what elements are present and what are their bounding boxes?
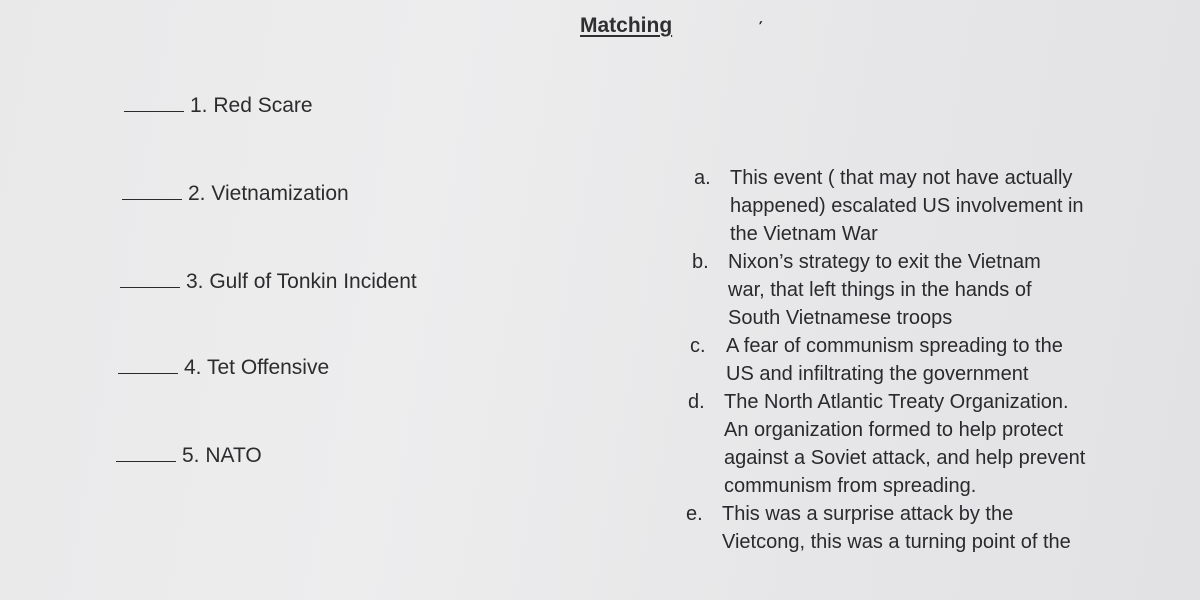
answer-line: against a Soviet attack, and help prevent <box>724 447 1086 469</box>
answer-blank[interactable] <box>124 110 184 112</box>
question-label: 3. Gulf of Tonkin Incident <box>186 270 417 293</box>
question-item <box>120 270 417 294</box>
answer-line: war, that left things in the hands of <box>728 279 1032 301</box>
answer-blank[interactable] <box>120 286 180 288</box>
answer-line: A fear of communism spreading to the <box>726 335 1063 357</box>
page-title: Matching <box>580 14 673 37</box>
answer-text <box>724 388 1158 500</box>
answer-item <box>686 500 1158 556</box>
answer-letter: c. <box>690 335 706 357</box>
answer-line: This was a surprise attack by the <box>722 503 1014 525</box>
answer-blank[interactable] <box>118 372 178 374</box>
answer-line: South Vietnamese troops <box>728 307 953 329</box>
answer-text <box>726 332 1158 388</box>
question-item <box>122 182 349 206</box>
answer-item <box>694 164 1158 248</box>
answer-line: happened) escalated US involvement in <box>730 195 1084 217</box>
answer-text <box>722 500 1158 556</box>
answer-letter: d. <box>688 391 705 413</box>
question-label: 4. Tet Offensive <box>184 356 330 379</box>
answer-text <box>728 248 1158 332</box>
pencil-mark: ˊ <box>756 17 770 39</box>
answer-item <box>692 248 1158 332</box>
question-item <box>116 444 262 468</box>
answer-line: This event ( that may not have actually <box>730 167 1073 189</box>
question-label: 5. NATO <box>182 444 262 467</box>
answer-line: Nixon’s strategy to exit the Vietnam <box>728 251 1041 273</box>
answer-list <box>688 164 1158 556</box>
answer-letter: a. <box>694 167 711 189</box>
answer-line: communism from spreading. <box>724 475 977 497</box>
answer-letter: b. <box>692 251 709 273</box>
answer-item <box>688 388 1158 500</box>
question-label: 2. Vietnamization <box>188 182 349 205</box>
answer-text <box>730 164 1158 248</box>
question-label: 1. Red Scare <box>190 94 313 117</box>
question-item <box>118 356 329 380</box>
answer-blank[interactable] <box>122 198 182 200</box>
answer-line: An organization formed to help protect <box>724 419 1064 441</box>
answer-item <box>690 332 1158 388</box>
answer-line: the Vietnam War <box>730 223 878 245</box>
answer-letter: e. <box>686 503 703 525</box>
question-item <box>124 94 313 118</box>
answer-line: US and infiltrating the government <box>726 363 1029 385</box>
answer-line: Vietcong, this was a turning point of the <box>722 531 1071 553</box>
answer-line: The North Atlantic Treaty Organization. <box>724 391 1069 413</box>
answer-blank[interactable] <box>116 460 176 462</box>
